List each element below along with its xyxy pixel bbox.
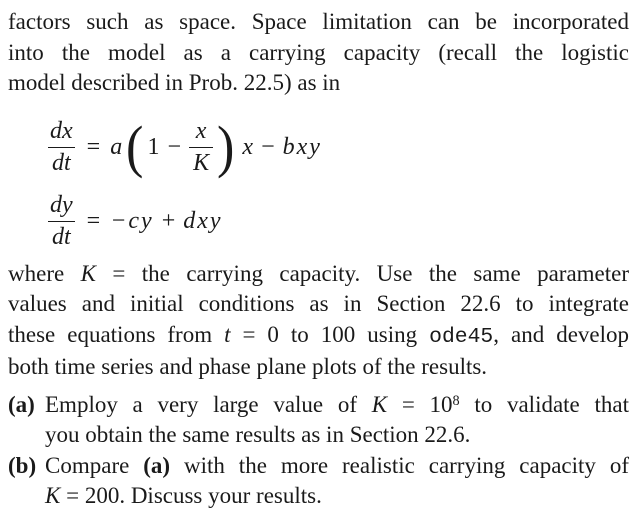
variable-t: t <box>224 321 231 347</box>
minus-sign: − <box>167 134 182 160</box>
text-line: factors such as space. Space limitation can be incorporated <box>8 9 629 34</box>
plus-sign: + <box>161 208 176 234</box>
equals-sign: = <box>86 208 101 234</box>
text-segment: = the carrying capacity. Use the same parameter <box>95 260 630 286</box>
fraction-x-over-k <box>189 118 213 177</box>
fraction-numerator: dy <box>50 191 73 218</box>
text-line: into the model as a carrying capacity (recall the logistic <box>8 39 629 65</box>
list-item-a <box>8 390 629 451</box>
text-line <box>45 451 629 482</box>
text-segment: , and develop <box>493 321 630 347</box>
coefficient-a: a <box>110 134 123 160</box>
code-ode45: ode45 <box>429 324 494 349</box>
variable-k: K <box>371 391 388 417</box>
intro-paragraph <box>8 7 629 99</box>
fraction-denominator: K <box>189 147 213 178</box>
text-segment: = 10 <box>387 391 453 417</box>
open-paren: ( <box>126 114 144 180</box>
text-line <box>8 320 629 353</box>
equation-dy-dt <box>46 185 629 259</box>
text-line: you obtain the same results as in Section 22.6. <box>45 422 471 447</box>
bold-ref-a: (a) <box>143 452 171 478</box>
equation-block <box>46 111 629 259</box>
text-line: both time series and phase plane plots of the results. <box>8 354 488 379</box>
text-line <box>45 481 629 512</box>
text-line: values and initial conditions as in Section 22.6 to integrate <box>8 291 629 316</box>
exponent-8: 8 <box>452 392 460 409</box>
term-minus-cy: −cy <box>110 208 154 234</box>
text-line <box>45 390 629 421</box>
close-paren: ) <box>217 114 235 180</box>
item-body <box>45 451 629 512</box>
term-dxy: dxy <box>183 208 223 234</box>
item-label-b: (b) <box>8 452 37 478</box>
text-segment: with the more realistic carrying capacity of <box>170 452 629 478</box>
text-line <box>8 259 629 290</box>
body-paragraph <box>8 259 629 383</box>
text-line: model described in Prob. 22.5) as in <box>8 70 341 95</box>
variable-x: x <box>242 134 254 160</box>
minus-sign: − <box>261 134 275 160</box>
text-segment: = 0 to 100 using <box>230 321 430 347</box>
text-segment: = 200. Discuss your results. <box>60 483 322 508</box>
fraction-numerator: x <box>195 117 207 144</box>
number-one: 1 <box>147 134 160 160</box>
text-segment: Compare <box>45 452 144 478</box>
text-segment: to validate that <box>459 391 629 417</box>
equation-dx-dt <box>46 111 629 185</box>
fraction-dy-dt <box>46 192 77 251</box>
text-segment: where <box>8 260 81 286</box>
variable-k: K <box>80 260 96 286</box>
fraction-dx-dt <box>46 118 77 177</box>
fraction-denominator: dt <box>48 221 75 252</box>
item-label-a: (a) <box>8 391 35 417</box>
problem-parts-list <box>8 390 629 512</box>
text-segment: Employ a very large value of <box>45 391 372 417</box>
item-body <box>45 390 629 451</box>
list-item-b <box>8 451 629 512</box>
fraction-numerator: dx <box>50 117 73 144</box>
text-segment: these equations from <box>8 321 225 347</box>
term-bxy: bxy <box>282 134 322 160</box>
variable-k: K <box>45 483 61 508</box>
fraction-denominator: dt <box>48 147 75 178</box>
equals-sign: = <box>86 134 101 160</box>
